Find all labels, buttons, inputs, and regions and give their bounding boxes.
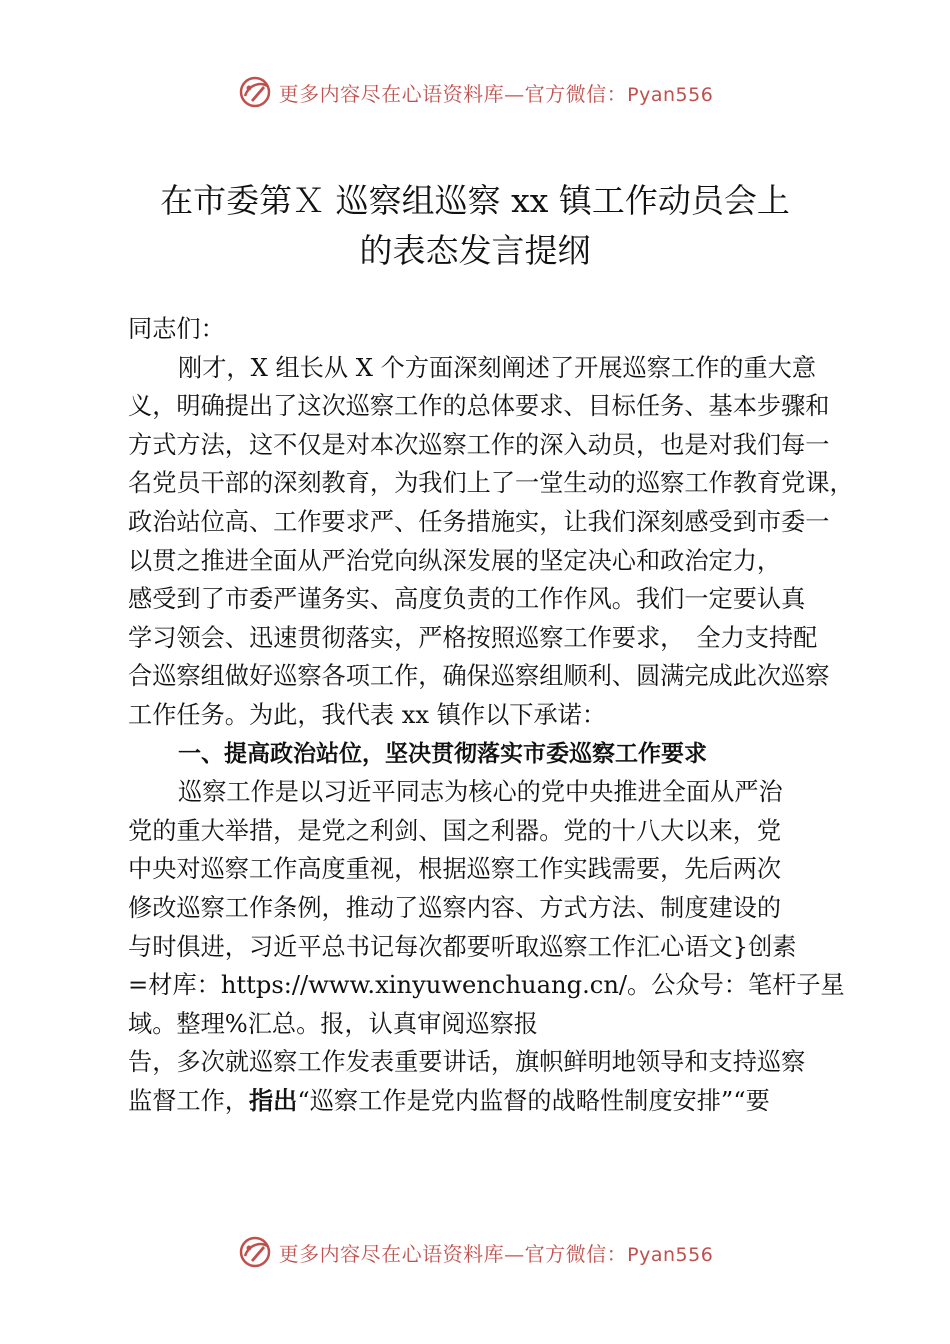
- paragraph-1-line: 以贯之推进全面从严治党向纵深发展的坚定决心和政治定力，: [128, 546, 782, 575]
- brand-logo-icon: [237, 1234, 273, 1270]
- paragraph-2-line: 域。整理%汇总。报，认真审阅巡察报: [128, 1009, 538, 1038]
- banner-text: 更多内容尽在心语资料库—官方微信：Pyan556: [278, 81, 714, 106]
- paragraph-2-line: 中央对巡察工作高度重视，根据巡察工作实践需要，先后两次: [128, 855, 782, 884]
- paragraph-1-line: 学习领会、迅速贯彻落实，严格按照巡察工作要求， 全力支持配: [128, 623, 818, 652]
- wechat-handle: Pyan556: [627, 83, 714, 106]
- paragraph-1-line: 工作任务。为此，我代表 xx 镇作以下承诺：: [128, 700, 607, 729]
- paragraph-2-line: 与时俱进，习近平总书记每次都要听取巡察工作汇心语文}创素: [128, 932, 797, 961]
- wechat-handle: Pyan556: [627, 1243, 714, 1266]
- bold-keyword: 指出: [248, 1086, 298, 1115]
- title-line-1: 在市委第Ｘ 巡察组巡察 xx 镇工作动员会上: [160, 181, 790, 220]
- section-heading-1: 一、提高政治站位，坚决贯彻落实市委巡察工作要求: [178, 740, 707, 767]
- paragraph-1-line: 刚才，X 组长从 X 个方面深刻阐述了开展巡察工作的重大意: [178, 353, 817, 382]
- paragraph-2-line: 党的重大举措，是党之利剑、国之利器。党的十八大以来，党: [128, 816, 782, 845]
- paragraph-1-line: 方式方法，这不仅是对本次巡察工作的深入动员，也是对我们每一: [128, 430, 830, 459]
- salutation: 同志们：: [128, 315, 225, 343]
- document-body: [128, 310, 854, 1120]
- paragraph-1-line: 政治站位高、工作要求严、任务措施实，让我们深刻感受到市委一: [128, 507, 830, 536]
- paragraph-2-line: 巡察工作是以习近平同志为核心的党中央推进全面从严治: [178, 778, 783, 807]
- paragraph-2-line: =材库：https://www.xinyuwenchuang.cn/。公众号：笔杆子星: [128, 971, 845, 1000]
- paragraph-1-line: 义，明确提出了这次巡察工作的总体要求、目标任务、基本步骤和: [128, 392, 830, 421]
- document-title: [0, 176, 950, 276]
- banner-text: 更多内容尽在心语资料库—官方微信：Pyan556: [278, 1241, 714, 1266]
- paragraph-2-line: 告，多次就巡察工作发表重要讲话，旗帜鲜明地领导和支持巡察: [128, 1048, 806, 1077]
- paragraph-1-line: 合巡察组做好巡察各项工作，确保巡察组顺利、圆满完成此次巡察: [128, 662, 830, 691]
- paragraph-1-line: 名党员干部的深刻教育，为我们上了一堂生动的巡察工作教育党课，: [128, 469, 854, 498]
- footer-banner: [0, 1230, 950, 1274]
- header-banner: [0, 70, 950, 114]
- paragraph-2-last-line: 监督工作，指出“巡察工作是党内监督的战略性制度安排”“要: [128, 1086, 770, 1115]
- brand-logo-icon: [237, 74, 273, 110]
- title-line-2: 的表态发言提纲: [359, 231, 591, 270]
- paragraph-1-line: 感受到了市委严谨务实、高度负责的工作作风。我们一定要认真: [128, 585, 806, 614]
- paragraph-2-line: 修改巡察工作条例，推动了巡察内容、方式方法、制度建设的: [128, 893, 782, 922]
